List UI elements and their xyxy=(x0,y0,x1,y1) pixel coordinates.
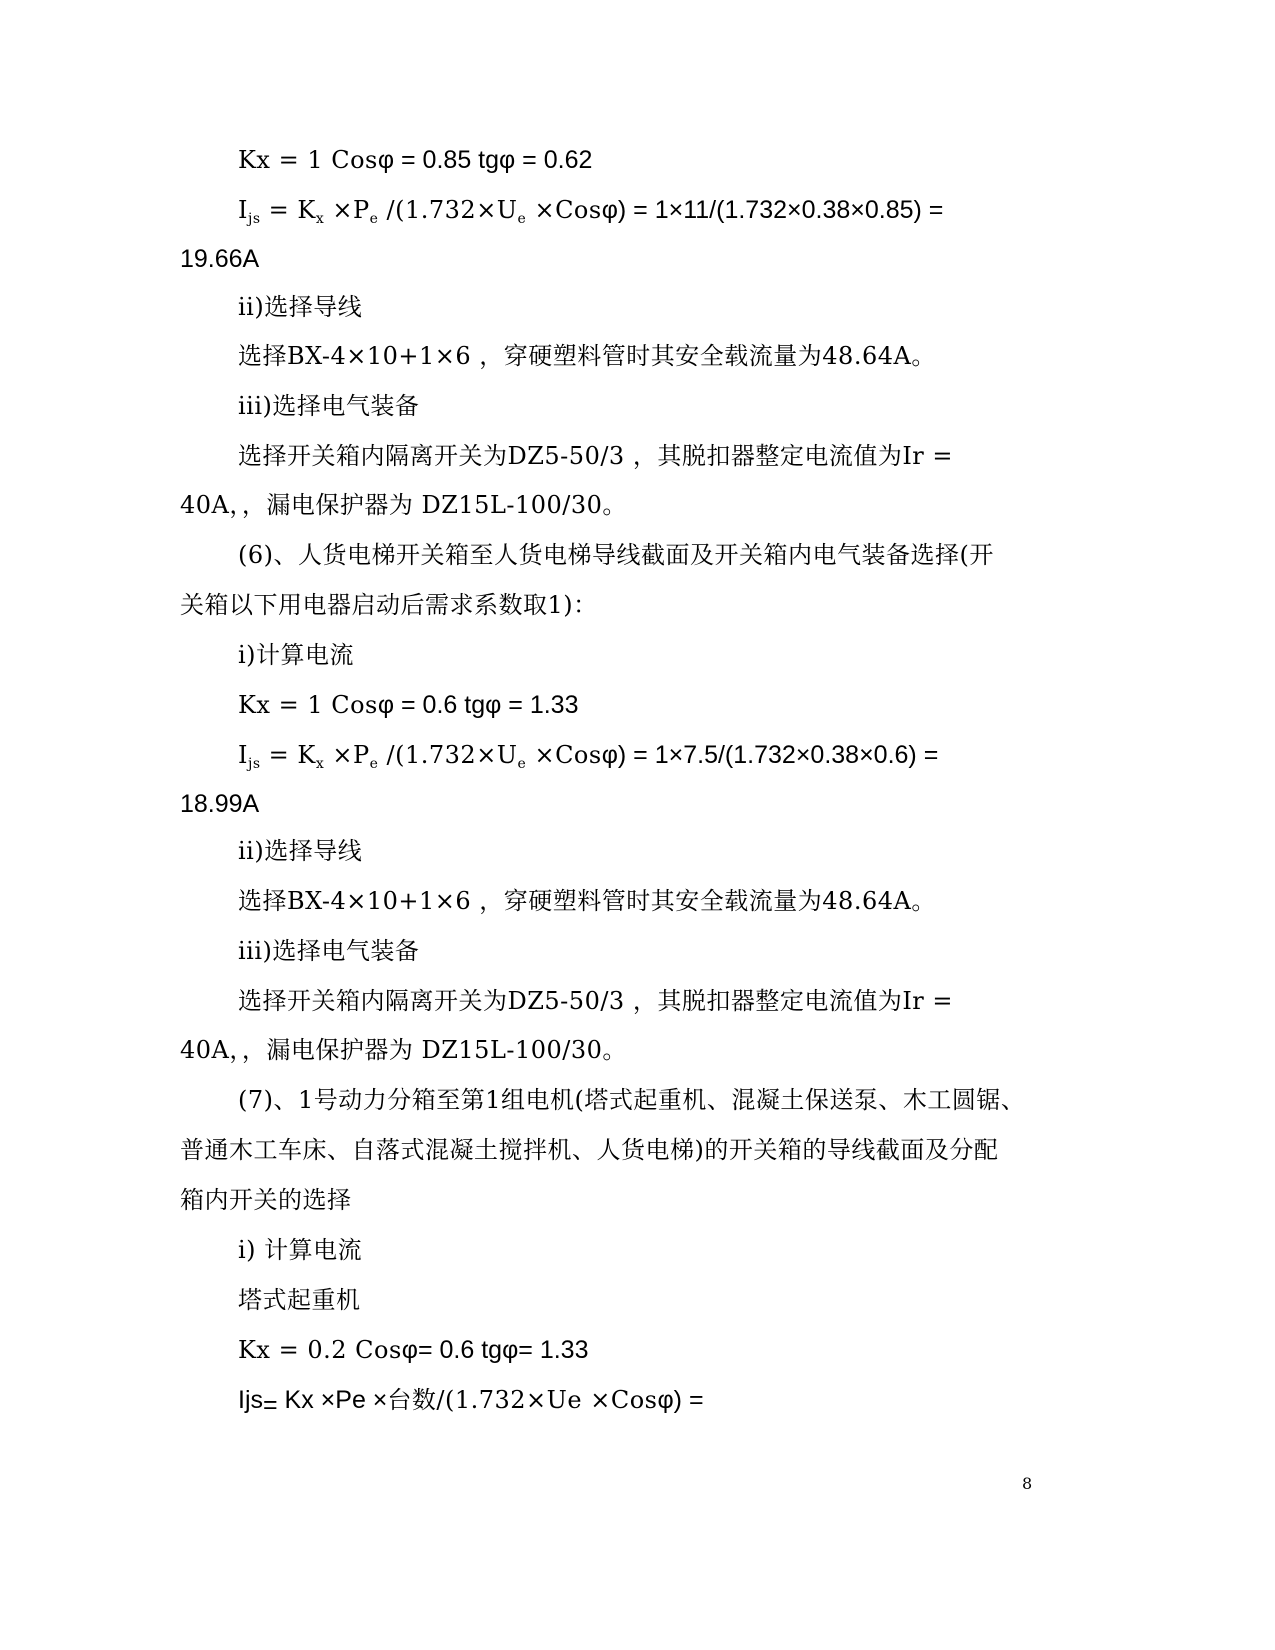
paragraph-line: 选择开关箱内隔离开关为DZ5-50/3 ，其脱扣器整定电流值为Ir = xyxy=(238,442,954,470)
section-heading: i) 计算电流 xyxy=(238,1236,363,1264)
paragraph-line: (7)、1号动力分箱至第1组电机(塔式起重机、混凝土保送泵、木工圆锯、 xyxy=(238,1086,1026,1114)
section-heading: iii)选择电气装备 xyxy=(238,392,420,420)
section-heading: ii)选择导线 xyxy=(238,293,363,321)
page-number: 8 xyxy=(1022,1474,1033,1493)
formula-result: 19.66A xyxy=(180,245,260,273)
formula-kx-line: Kx = 1 Cosφ = 0.6 tgφ = 1.33 xyxy=(238,691,579,719)
paragraph-line: 选择BX-4×10+1×6 ，穿硬塑料管时其安全载流量为48.64A。 xyxy=(238,342,936,370)
paragraph-line: 选择开关箱内隔离开关为DZ5-50/3 ，其脱扣器整定电流值为Ir = xyxy=(238,987,954,1015)
paragraph-line: 关箱以下用电器启动后需求系数取1)： xyxy=(180,591,598,619)
paragraph-line: 箱内开关的选择 xyxy=(180,1186,352,1214)
paragraph-line: 40A，，漏电保护器为 DZ15L-100/30。 xyxy=(180,1036,627,1064)
formula-ijs-line: Ijs$_=$ Kx ×Pe ×台数/(1.732×Ue ×Cosφ) = xyxy=(238,1386,704,1419)
paragraph-line: (6)、人货电梯开关箱至人货电梯导线截面及开关箱内电气装备选择(开 xyxy=(238,541,994,569)
paragraph-line: 40A，，漏电保护器为 DZ15L-100/30。 xyxy=(180,491,627,519)
formula-ijs-line: $I_{js} = K_x \times P_e$ $/(1.732\times U_e \times Cos\varphi) = 1\times 11/(1.732\times 0.38\times 0.85)$ = xyxy=(238,196,944,227)
paragraph-line: 塔式起重机 xyxy=(238,1286,361,1314)
section-heading: iii)选择电气装备 xyxy=(238,937,420,965)
section-heading: i)计算电流 xyxy=(238,641,355,669)
section-heading: ii)选择导线 xyxy=(238,837,363,865)
paragraph-line: 普通木工车床、自落式混凝土搅拌机、人货电梯)的开关箱的导线截面及分配 xyxy=(180,1136,999,1164)
paragraph-line: 选择BX-4×10+1×6 ，穿硬塑料管时其安全载流量为48.64A。 xyxy=(238,887,936,915)
formula-ijs-line: $I_{js} = K_x \times P_e$ $/(1.732\times U_e \times Cos\varphi) = 1\times 7.5/(1.732\times 0.38\times 0.6)$ = xyxy=(238,741,939,772)
formula-kx-line: Kx = 0.2 Cosφ= 0.6 tgφ= 1.33 xyxy=(238,1336,589,1364)
formula-result: 18.99A xyxy=(180,790,260,818)
formula-kx-line: Kx = 1 Cosφ = 0.85 tgφ = 0.62 xyxy=(238,146,593,174)
